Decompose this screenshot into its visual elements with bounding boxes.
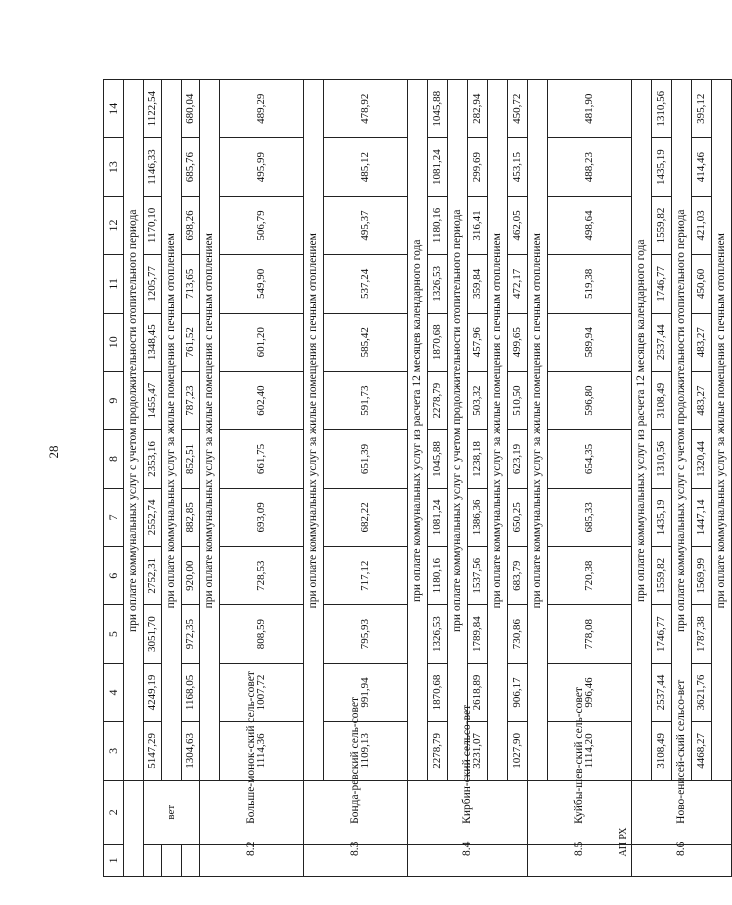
value-cell: 650,25 <box>508 488 528 546</box>
value-cell: 1310,56 <box>652 80 672 138</box>
value-cell: 1870,68 <box>428 663 448 721</box>
value-cell: 1559,82 <box>652 547 672 605</box>
value-cell: 453,15 <box>508 138 528 196</box>
value-cell: 1326,53 <box>428 255 448 313</box>
value-cell: 1537,56 <box>468 547 488 605</box>
table-row <box>488 80 508 877</box>
value-cell: 5147,29 <box>144 722 162 780</box>
table-row <box>182 80 200 877</box>
value-cell: 685,76 <box>182 138 200 196</box>
value-cell: 1007,72 <box>220 663 304 721</box>
value-cell: 2618,89 <box>468 663 488 721</box>
value-cell: 1435,19 <box>652 138 672 196</box>
value-cell: 2353,16 <box>144 430 162 488</box>
value-cell: 414,46 <box>692 138 712 196</box>
table-row <box>220 80 304 877</box>
value-cell: 1027,90 <box>508 722 528 780</box>
empty-cell <box>144 844 162 876</box>
value-cell: 495,99 <box>220 138 304 196</box>
section-heading: при оплате коммунальных услуг за жилые помещения с печным отоплением <box>162 80 182 781</box>
value-cell: 680,04 <box>182 80 200 138</box>
value-cell: 1205,77 <box>144 255 162 313</box>
value-cell: 1348,45 <box>144 313 162 371</box>
value-cell: 2552,74 <box>144 488 162 546</box>
row-index: 8.5 <box>528 844 632 876</box>
row-index: 8.2 <box>200 844 304 876</box>
table-row <box>124 80 144 877</box>
value-cell: 2537,44 <box>652 663 672 721</box>
value-cell: 499,65 <box>508 313 528 371</box>
section-heading: при оплате коммунальных услуг за жилые помещения с печным отоплением <box>712 80 732 781</box>
value-cell: 1320,44 <box>692 430 712 488</box>
value-cell: 730,86 <box>508 605 528 663</box>
settlement-name: Бонда-ревский сель-совет <box>304 780 408 844</box>
column-number-header: 12 <box>104 196 124 254</box>
value-cell: 623,19 <box>508 430 528 488</box>
value-cell: 1304,63 <box>182 722 200 780</box>
value-cell: 920,00 <box>182 547 200 605</box>
table-row <box>528 80 548 877</box>
settlement-name: Кирбин-ский сельсо-вет <box>408 780 528 844</box>
table-row <box>304 80 324 877</box>
empty-cell <box>182 844 200 876</box>
value-cell: 478,92 <box>324 80 408 138</box>
value-cell: 503,32 <box>468 371 488 429</box>
value-cell: 450,60 <box>692 255 712 313</box>
value-cell: 2752,31 <box>144 547 162 605</box>
column-number-header: 5 <box>104 605 124 663</box>
section-heading: при оплате коммунальных услуг за жилые помещения с печным отоплением <box>488 80 508 781</box>
value-cell: 1180,16 <box>428 547 448 605</box>
column-number-header: 4 <box>104 663 124 721</box>
value-cell: 450,72 <box>508 80 528 138</box>
section-heading: при оплате коммунальных услуг с учетом продолжительности отопительного периода <box>448 80 468 781</box>
value-cell: 654,35 <box>548 430 632 488</box>
value-cell: 882,85 <box>182 488 200 546</box>
value-cell: 1114,36 <box>220 722 304 780</box>
value-cell: 519,38 <box>548 255 632 313</box>
value-cell: 483,27 <box>692 371 712 429</box>
value-cell: 495,37 <box>324 196 408 254</box>
settlement-name-tail: вет <box>144 780 200 844</box>
value-cell: 1789,84 <box>468 605 488 663</box>
table-row <box>712 80 732 877</box>
value-cell: 1238,18 <box>468 430 488 488</box>
section-heading: при оплате коммунальных услуг за жилые помещения с печным отоплением <box>304 80 324 781</box>
value-cell: 589,94 <box>548 313 632 371</box>
settlement-name: Больше-монок-ский сель-совет <box>200 780 304 844</box>
value-cell: 395,12 <box>692 80 712 138</box>
value-cell: 1180,16 <box>428 196 448 254</box>
value-cell: 1569,99 <box>692 547 712 605</box>
row-index: 8.4 <box>408 844 528 876</box>
value-cell: 1146,33 <box>144 138 162 196</box>
value-cell: 852,51 <box>182 430 200 488</box>
value-cell: 488,23 <box>548 138 632 196</box>
value-cell: 602,40 <box>220 371 304 429</box>
value-cell: 1109,13 <box>324 722 408 780</box>
value-cell: 991,94 <box>324 663 408 721</box>
value-cell: 1447,14 <box>692 488 712 546</box>
value-cell: 1326,53 <box>428 605 448 663</box>
section-heading: при оплате коммунальных услуг за жилые помещения с печным отоплением <box>528 80 548 781</box>
value-cell: 2278,79 <box>428 371 448 429</box>
value-cell: 2278,79 <box>428 722 448 780</box>
column-number-header: 2 <box>104 780 124 844</box>
table-row <box>692 80 712 877</box>
row-index: 8.3 <box>304 844 408 876</box>
value-cell: 728,53 <box>220 547 304 605</box>
section-heading: при оплате коммунальных услуг с учетом продолжительности отопительного периода <box>124 80 144 781</box>
row-index: 8.6 <box>632 844 732 876</box>
value-cell: 972,35 <box>182 605 200 663</box>
value-cell: 4249,19 <box>144 663 162 721</box>
empty-cell <box>162 844 182 876</box>
table-row <box>162 80 182 877</box>
value-cell: 498,64 <box>548 196 632 254</box>
column-number-header: 11 <box>104 255 124 313</box>
value-cell: 1310,56 <box>652 430 672 488</box>
value-cell: 1386,36 <box>468 488 488 546</box>
value-cell: 1122,54 <box>144 80 162 138</box>
table-row <box>324 80 408 877</box>
value-cell: 1455,47 <box>144 371 162 429</box>
value-cell: 472,17 <box>508 255 528 313</box>
value-cell: 596,80 <box>548 371 632 429</box>
value-cell: 761,52 <box>182 313 200 371</box>
value-cell: 3231,07 <box>468 722 488 780</box>
column-number-header: 7 <box>104 488 124 546</box>
value-cell: 506,79 <box>220 196 304 254</box>
value-cell: 4468,27 <box>692 722 712 780</box>
value-cell: 1870,68 <box>428 313 448 371</box>
section-heading: при оплате коммунальных услуг из расчета 12 месяцев календарного года <box>408 80 428 781</box>
value-cell: 1787,38 <box>692 605 712 663</box>
value-cell: 510,50 <box>508 371 528 429</box>
value-cell: 996,46 <box>548 663 632 721</box>
value-cell: 462,05 <box>508 196 528 254</box>
value-cell: 1746,77 <box>652 255 672 313</box>
value-cell: 685,33 <box>548 488 632 546</box>
tariff-table <box>103 79 732 877</box>
section-heading: при оплате коммунальных услуг с учетом продолжительности отопительного периода <box>672 80 692 781</box>
table-row <box>428 80 448 877</box>
value-cell: 549,90 <box>220 255 304 313</box>
value-cell: 787,23 <box>182 371 200 429</box>
page-number: 28 <box>46 445 61 459</box>
value-cell: 651,39 <box>324 430 408 488</box>
value-cell: 720,38 <box>548 547 632 605</box>
column-number-header: 14 <box>104 80 124 138</box>
table-row <box>468 80 488 877</box>
value-cell: 713,65 <box>182 255 200 313</box>
table-row <box>548 80 632 877</box>
value-cell: 1746,77 <box>652 605 672 663</box>
value-cell: 601,20 <box>220 313 304 371</box>
value-cell: 1170,10 <box>144 196 162 254</box>
value-cell: 3108,49 <box>652 722 672 780</box>
column-number-header: 3 <box>104 722 124 780</box>
value-cell: 1168,05 <box>182 663 200 721</box>
value-cell: 457,96 <box>468 313 488 371</box>
value-cell: 591,73 <box>324 371 408 429</box>
value-cell: 1045,88 <box>428 80 448 138</box>
value-cell: 693,09 <box>220 488 304 546</box>
value-cell: 421,03 <box>692 196 712 254</box>
table-row <box>652 80 672 877</box>
section-heading: при оплате коммунальных услуг за жилые помещения с печным отоплением <box>200 80 220 781</box>
column-number-header: 9 <box>104 371 124 429</box>
column-number-header: 6 <box>104 547 124 605</box>
table-row <box>632 80 652 877</box>
value-cell: 1114,20 <box>548 722 632 780</box>
settlement-name: Ново-енисей-ский сельсо-вет <box>632 780 732 844</box>
value-cell: 489,29 <box>220 80 304 138</box>
table-row <box>408 80 428 877</box>
value-cell: 537,24 <box>324 255 408 313</box>
table-row <box>508 80 528 877</box>
column-number-header: 8 <box>104 430 124 488</box>
value-cell: 1081,24 <box>428 138 448 196</box>
settlement-name: Куйбы-шев-ский сель-совет <box>528 780 632 844</box>
table-row <box>104 80 124 877</box>
value-cell: 698,26 <box>182 196 200 254</box>
column-number-header: 10 <box>104 313 124 371</box>
value-cell: 795,93 <box>324 605 408 663</box>
column-number-header: 1 <box>104 844 124 876</box>
value-cell: 481,90 <box>548 80 632 138</box>
value-cell: 3051,70 <box>144 605 162 663</box>
column-number-header: 13 <box>104 138 124 196</box>
value-cell: 1081,24 <box>428 488 448 546</box>
table-row <box>144 80 162 877</box>
value-cell: 2537,44 <box>652 313 672 371</box>
value-cell: 299,69 <box>468 138 488 196</box>
value-cell: 282,94 <box>468 80 488 138</box>
empty-cell <box>124 780 144 876</box>
value-cell: 585,42 <box>324 313 408 371</box>
value-cell: 1559,82 <box>652 196 672 254</box>
value-cell: 3621,76 <box>692 663 712 721</box>
value-cell: 1045,88 <box>428 430 448 488</box>
value-cell: 808,59 <box>220 605 304 663</box>
value-cell: 661,75 <box>220 430 304 488</box>
value-cell: 682,22 <box>324 488 408 546</box>
footer-mark: АП РХ <box>617 827 629 857</box>
value-cell: 1435,19 <box>652 488 672 546</box>
table-row <box>200 80 220 877</box>
section-heading: при оплате коммунальных услуг из расчета 12 месяцев календарного года <box>632 80 652 781</box>
value-cell: 778,08 <box>548 605 632 663</box>
value-cell: 316,41 <box>468 196 488 254</box>
value-cell: 359,84 <box>468 255 488 313</box>
value-cell: 485,12 <box>324 138 408 196</box>
value-cell: 717,12 <box>324 547 408 605</box>
value-cell: 683,79 <box>508 547 528 605</box>
value-cell: 906,17 <box>508 663 528 721</box>
value-cell: 483,27 <box>692 313 712 371</box>
value-cell: 3108,49 <box>652 371 672 429</box>
